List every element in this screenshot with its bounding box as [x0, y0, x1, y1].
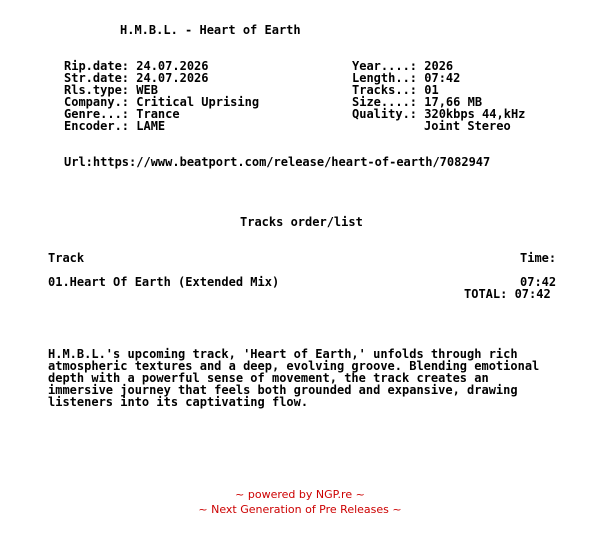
tracks-column-track: Track: [48, 251, 85, 265]
track-item-time: 07:42: [520, 275, 557, 289]
info-length: Length..: 07:42: [352, 71, 461, 85]
info-release-type: Rls.type: WEB: [64, 83, 158, 97]
tracks-heading: Tracks order/list: [240, 215, 363, 229]
info-year: Year....: 2026: [352, 59, 454, 73]
footer-powered-by: ~ powered by NGP.re ~: [235, 488, 365, 501]
release-title: H.M.B.L. - Heart of Earth: [120, 23, 301, 37]
info-channel-mode: Joint Stereo: [424, 119, 511, 133]
description-line: atmospheric textures and a deep, evolving groove. Blending emotional: [48, 359, 540, 373]
track-item-name: 01.Heart Of Earth (Extended Mix): [48, 275, 280, 289]
tracks-column-time: Time:: [520, 251, 557, 265]
info-rip-date: Rip.date: 24.07.2026: [64, 59, 209, 73]
info-quality: Quality.: 320kbps 44,kHz: [352, 107, 526, 121]
description-line: depth with a powerful sense of movement, the track creates an: [48, 371, 489, 385]
info-size: Size....: 17,66 MB: [352, 95, 483, 109]
info-street-date: Str.date: 24.07.2026: [64, 71, 209, 85]
footer-tagline: ~ Next Generation of Pre Releases ~: [198, 503, 402, 516]
release-url: Url:https://www.beatport.com/release/heart-of-earth/7082947: [64, 155, 491, 169]
description-line: H.M.B.L.'s upcoming track, 'Heart of Earth,' unfolds through rich: [48, 347, 518, 361]
info-genre: Genre...: Trance: [64, 107, 180, 121]
info-company: Company.: Critical Uprising: [64, 95, 260, 109]
description-line: immersive journey that feels both grounded and expansive, drawing: [48, 383, 518, 397]
info-tracks: Tracks..: 01: [352, 83, 439, 97]
info-encoder: Encoder.: LAME: [64, 119, 166, 133]
description-line: listeners into its captivating flow.: [48, 395, 309, 409]
tracks-total: TOTAL: 07:42: [464, 287, 551, 301]
